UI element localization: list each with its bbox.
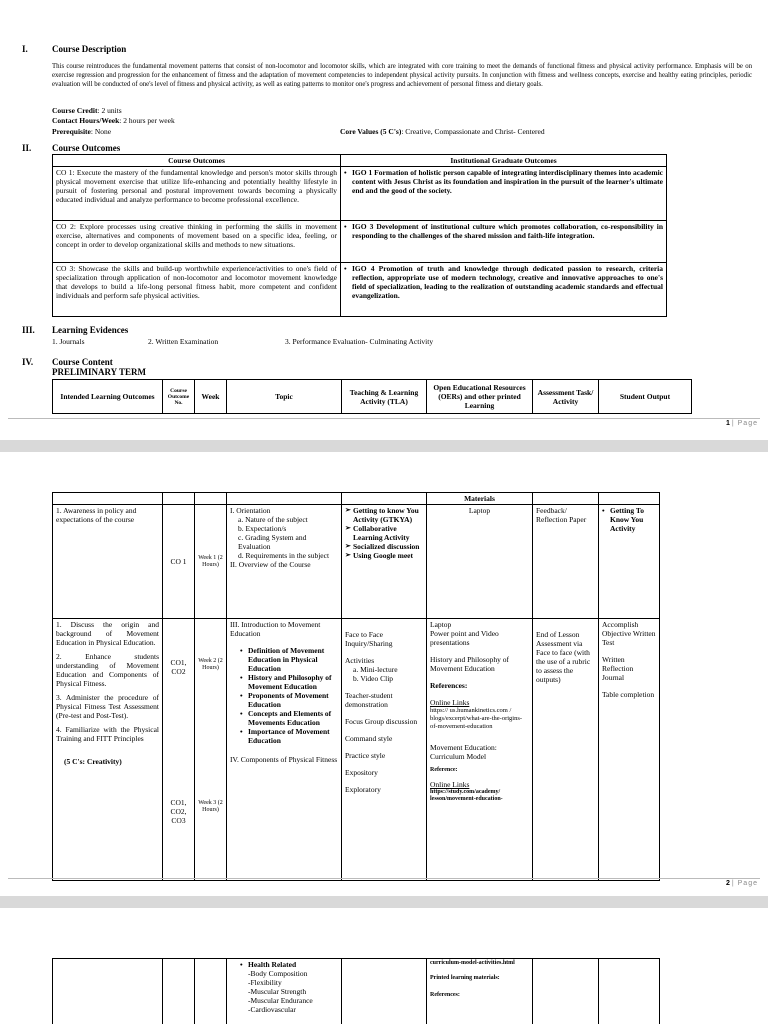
evidence-item: 1. Journals [52, 337, 85, 346]
output-cell [599, 505, 660, 619]
tla-item: Face to Face Inquiry/Sharing [345, 630, 393, 648]
tla-item: Teacher-student demonstration [345, 691, 393, 709]
table-row [53, 959, 660, 1024]
col-topic-header: Topic [227, 380, 342, 414]
course-credit-label: Course Credit [52, 106, 98, 115]
pdf-page-2 [0, 452, 768, 896]
materials-header: Materials [427, 493, 533, 505]
page-footer-rule [8, 418, 760, 419]
co-2-text: CO 2: Explore processes using creative thinking in performing the skills in movement exercise, alternatives and components of movement based on a specific idea, feeling, or concept in order to develop organizational skills and methods to new situations. [53, 221, 341, 263]
output-item: Accomplish Objective Written Test [602, 620, 656, 647]
outcomes-header-co: Course Outcomes [53, 155, 341, 167]
topic-subitem: • History and Philosophy of Movement Education [240, 673, 338, 691]
page-footer [726, 880, 758, 887]
prerequisite-value: : None [90, 127, 112, 136]
prerequisite-label: Prerequisite [52, 127, 91, 136]
page-number: 1 [726, 420, 730, 427]
tla-cell [342, 505, 427, 619]
page-footer-rule [8, 878, 760, 879]
topic-heading: III. Introduction to Movement Education [230, 620, 321, 638]
core-value-tag: (5 C's: Creativity) [64, 757, 122, 766]
assessment-text: End of Lesson Assessment via Face to face (with the use of a rubric to assess the outputs) [536, 630, 591, 684]
course-credit-line [52, 106, 122, 115]
reference-link[interactable]: https:// us.humankinetics.com / blogs/excerpt/what-are-the-origins-of-movement-education [430, 707, 523, 730]
outcome-row [53, 167, 667, 221]
pdf-page-3 [0, 908, 768, 1024]
page-word: | Page [731, 880, 758, 887]
col-co-header: Course Outcome No. [163, 380, 195, 414]
week-ref: Week 3 (2 Hours) [198, 800, 223, 813]
page-number: 2 [726, 880, 730, 887]
igo-1-text: • IGO 1 Formation of holistic person capable of integrating interdisciplinary themes into academic content with Jesus Christ as its foundation and inspiration in the pursuit of the learner's ultimate end and the good of the society. [344, 168, 663, 195]
page-footer [726, 420, 758, 427]
page-word: | Page [731, 420, 758, 427]
evidence-item: 2. Written Examination [148, 337, 219, 346]
week-cell: Week 1 (2 Hours) [195, 505, 227, 619]
week-cell [195, 619, 227, 881]
ilo-cell: 1. Awareness in policy and expectations of the course [53, 505, 163, 619]
tla-item: ➢ Using Google meet [345, 551, 423, 560]
material-item: Movement Education: Curriculum Model [430, 743, 497, 761]
col-ilo-header: Intended Learning Outcomes [53, 380, 163, 414]
col-output-header: Student Output [599, 380, 692, 414]
core-values-label: Core Values (5 C's) [340, 127, 402, 136]
contact-hours-value: : 2 hours per week [119, 116, 175, 125]
topic-subitem: -Muscular Strength [248, 987, 307, 996]
topic-subitem: d. Requirements in the subject [238, 551, 330, 560]
topic-subitem: • Importance of Movement Education [240, 727, 338, 745]
references-label: References: [430, 681, 468, 690]
topic-heading: I. Orientation [230, 506, 271, 515]
tla-item: ➢ Getting to know You Activity (GTKYA) [345, 506, 423, 524]
tla-item: ➢ Socialized discussion [345, 542, 423, 551]
online-links-label: Online Links [430, 698, 470, 707]
references-label: Reference: [430, 767, 458, 773]
course-outcomes-table [52, 154, 667, 317]
reference-link[interactable]: https://study.com/academy/ lesson/movement-education- [430, 789, 503, 802]
evidence-item: 3. Performance Evaluation- Culminating Activity [285, 337, 434, 346]
section-3-title: Learning Evidences [52, 325, 129, 335]
topic-cell [227, 959, 342, 1024]
section-1-number: I. [22, 44, 28, 54]
course-description-text: This course reintroduces the fundamental movement patterns that consist of non-locomotor and locomotor skills, which are integrated with core training to meet the demands of functional fitness and physical activity performance. Emphasis will be on exercise regression and progression for the enhancement of fitness and the adaptation of movement competencies to independent physical activity pursuits. In conjunction with fitness and wellness concepts, exercise and healthy eating principles, periodic evaluation will be conducted of one's level of fitness and physical activity, as well as eating patterns to monitor one's progress and achievement of personal fitness and dietary goals. [52, 63, 752, 89]
co-ref: CO1, CO2, CO3 [170, 798, 187, 825]
ilo-item: 4. Familiarize with the Physical Training and FITT Principles [56, 725, 159, 743]
output-item: • Getting To Know You Activity [602, 506, 656, 533]
topic-cell [227, 505, 342, 619]
tla-item: Practice style [345, 751, 386, 760]
co-3-text: CO 3: Showcase the skills and build-up worthwhile experience/activities to one's field of specialization through application of non-locomotor and locomotor movement knowledge that develops to build a life-long personal fitness habit, more competent and confident individuals and perform safe physical activities. [53, 263, 341, 317]
contact-hours-line [52, 116, 175, 125]
course-content-table-continued [52, 958, 660, 1024]
section-2-title: Course Outcomes [52, 143, 121, 153]
core-values-value: : Creative, Compassionate and Christ- Centered [401, 127, 545, 136]
ilo-item: 3. Administer the procedure of Physical Fitness Test Assessment (Pre-test and Post-Test). [56, 693, 159, 720]
material-item: History and Philosophy of Movement Education [430, 655, 509, 673]
co-ref: CO1, CO2 [170, 658, 187, 676]
tla-item: a. Mini-lecture [353, 665, 398, 674]
section-4-number: IV. [22, 357, 34, 367]
topic-heading: IV. Components of Physical Fitness [230, 755, 338, 764]
contact-hours-label: Contact Hours/Week [52, 116, 120, 125]
topic-subitem: b. Expectation/s [238, 524, 287, 533]
output-item: Table completion [602, 690, 655, 699]
co-cell [163, 619, 195, 881]
col-assessment-header: Assessment Task/ Activity [533, 380, 599, 414]
topic-subitem: • Concepts and Elements of Movements Education [240, 709, 338, 727]
output-item: Written Reflection Journal [602, 655, 634, 682]
col-oer-header: Open Educational Resources (OERs) and other printed Learning [427, 380, 533, 414]
reference-link[interactable]: curriculum-model-activities.html [430, 960, 515, 966]
topic-subitem: -Flexibility [248, 978, 282, 987]
section-4-title: Course Content [52, 357, 113, 367]
pdf-page-1 [0, 0, 768, 440]
col-tla-header: Teaching & Learning Activity (TLA) [342, 380, 427, 414]
online-links-label: Online Links [430, 780, 470, 789]
tla-cell [342, 619, 427, 881]
material-item: Power point and Video presentations [430, 629, 499, 647]
outcome-row [53, 263, 667, 317]
assessment-cell: Feedback/ Reflection Paper [533, 505, 599, 619]
topic-subitem: • Definition of Movement Education in Physical Education [240, 646, 338, 673]
ilo-item: 2. Enhance students understanding of Movement Education and Components of Physical Fitness. [56, 652, 159, 688]
term-label: PRELIMINARY TERM [52, 367, 146, 377]
topic-subitem: • Proponents of Movement Education [240, 691, 338, 709]
topic-subitem: a. Nature of the subject [238, 515, 308, 524]
core-values-line [340, 127, 545, 136]
tla-item: Focus Group discussion [345, 717, 418, 726]
references-label: References: [430, 992, 460, 998]
materials-cell [427, 619, 533, 881]
topic-cell [227, 619, 342, 881]
tla-item: Activities [345, 656, 375, 665]
material-item: Laptop [430, 620, 452, 629]
course-credit-value: : 2 units [97, 106, 122, 115]
topic-subitem: -Cardiovascular [248, 1005, 296, 1014]
output-cell [599, 619, 660, 881]
ilo-item: 1. Discuss the origin and background of Movement Education in Physical Education. [56, 620, 159, 647]
table-row [53, 619, 660, 881]
tla-item: Expository [345, 768, 378, 777]
course-content-table [52, 492, 660, 881]
week-ref: Week 2 (2 Hours) [198, 658, 223, 671]
tla-item: Exploratory [345, 785, 381, 794]
assessment-cell [533, 619, 599, 881]
igo-4-text: • IGO 4 Promotion of truth and knowledge through dedicated passion to research, criteria reflection, appropriate use of modern technology, creative and innovative approaches to one's field of specialization, leading to the realization of outstanding academic standards and effectual evangelization. [344, 264, 663, 300]
section-3-number: III. [22, 325, 35, 335]
table-row [53, 505, 660, 619]
materials-cell: Laptop [427, 505, 533, 619]
tla-item: b. Video Clip [353, 674, 394, 683]
outcomes-header-igo: Institutional Graduate Outcomes [341, 155, 667, 167]
tla-item: Command style [345, 734, 393, 743]
outcome-row [53, 221, 667, 263]
printed-materials-label: Printed learning materials: [430, 975, 500, 981]
materials-cell [427, 959, 533, 1024]
section-2-number: II. [22, 143, 32, 153]
topic-subitem: -Body Composition [248, 969, 308, 978]
igo-3-text: • IGO 3 Development of institutional culture which promotes collaboration, co-responsibility in responding to the challenges of the shared mission and faith-life integration. [344, 222, 663, 240]
prerequisite-line [52, 127, 111, 136]
topic-subitem: • Health Related [240, 960, 338, 969]
co-1-text: CO 1: Execute the mastery of the fundamental knowledge and person's motor skills through physical movement exercise that utilize life-enhancing and potentially healthy lifestyle in pursuit of fostering personal and postural improvement towards becoming a physically educated individual and analyze performance to become professional excellence. [53, 167, 341, 221]
section-1-title: Course Description [52, 44, 127, 54]
co-cell: CO 1 [163, 505, 195, 619]
ilo-cell [53, 619, 163, 881]
col-week-header: Week [195, 380, 227, 414]
topic-heading: II. Overview of the Course [230, 560, 311, 569]
course-content-header-table [52, 379, 692, 414]
tla-item: ➢ Collaborative Learning Activity [345, 524, 423, 542]
topic-subitem: -Muscular Endurance [248, 996, 313, 1005]
topic-subitem: c. Grading System and Evaluation [238, 533, 307, 551]
